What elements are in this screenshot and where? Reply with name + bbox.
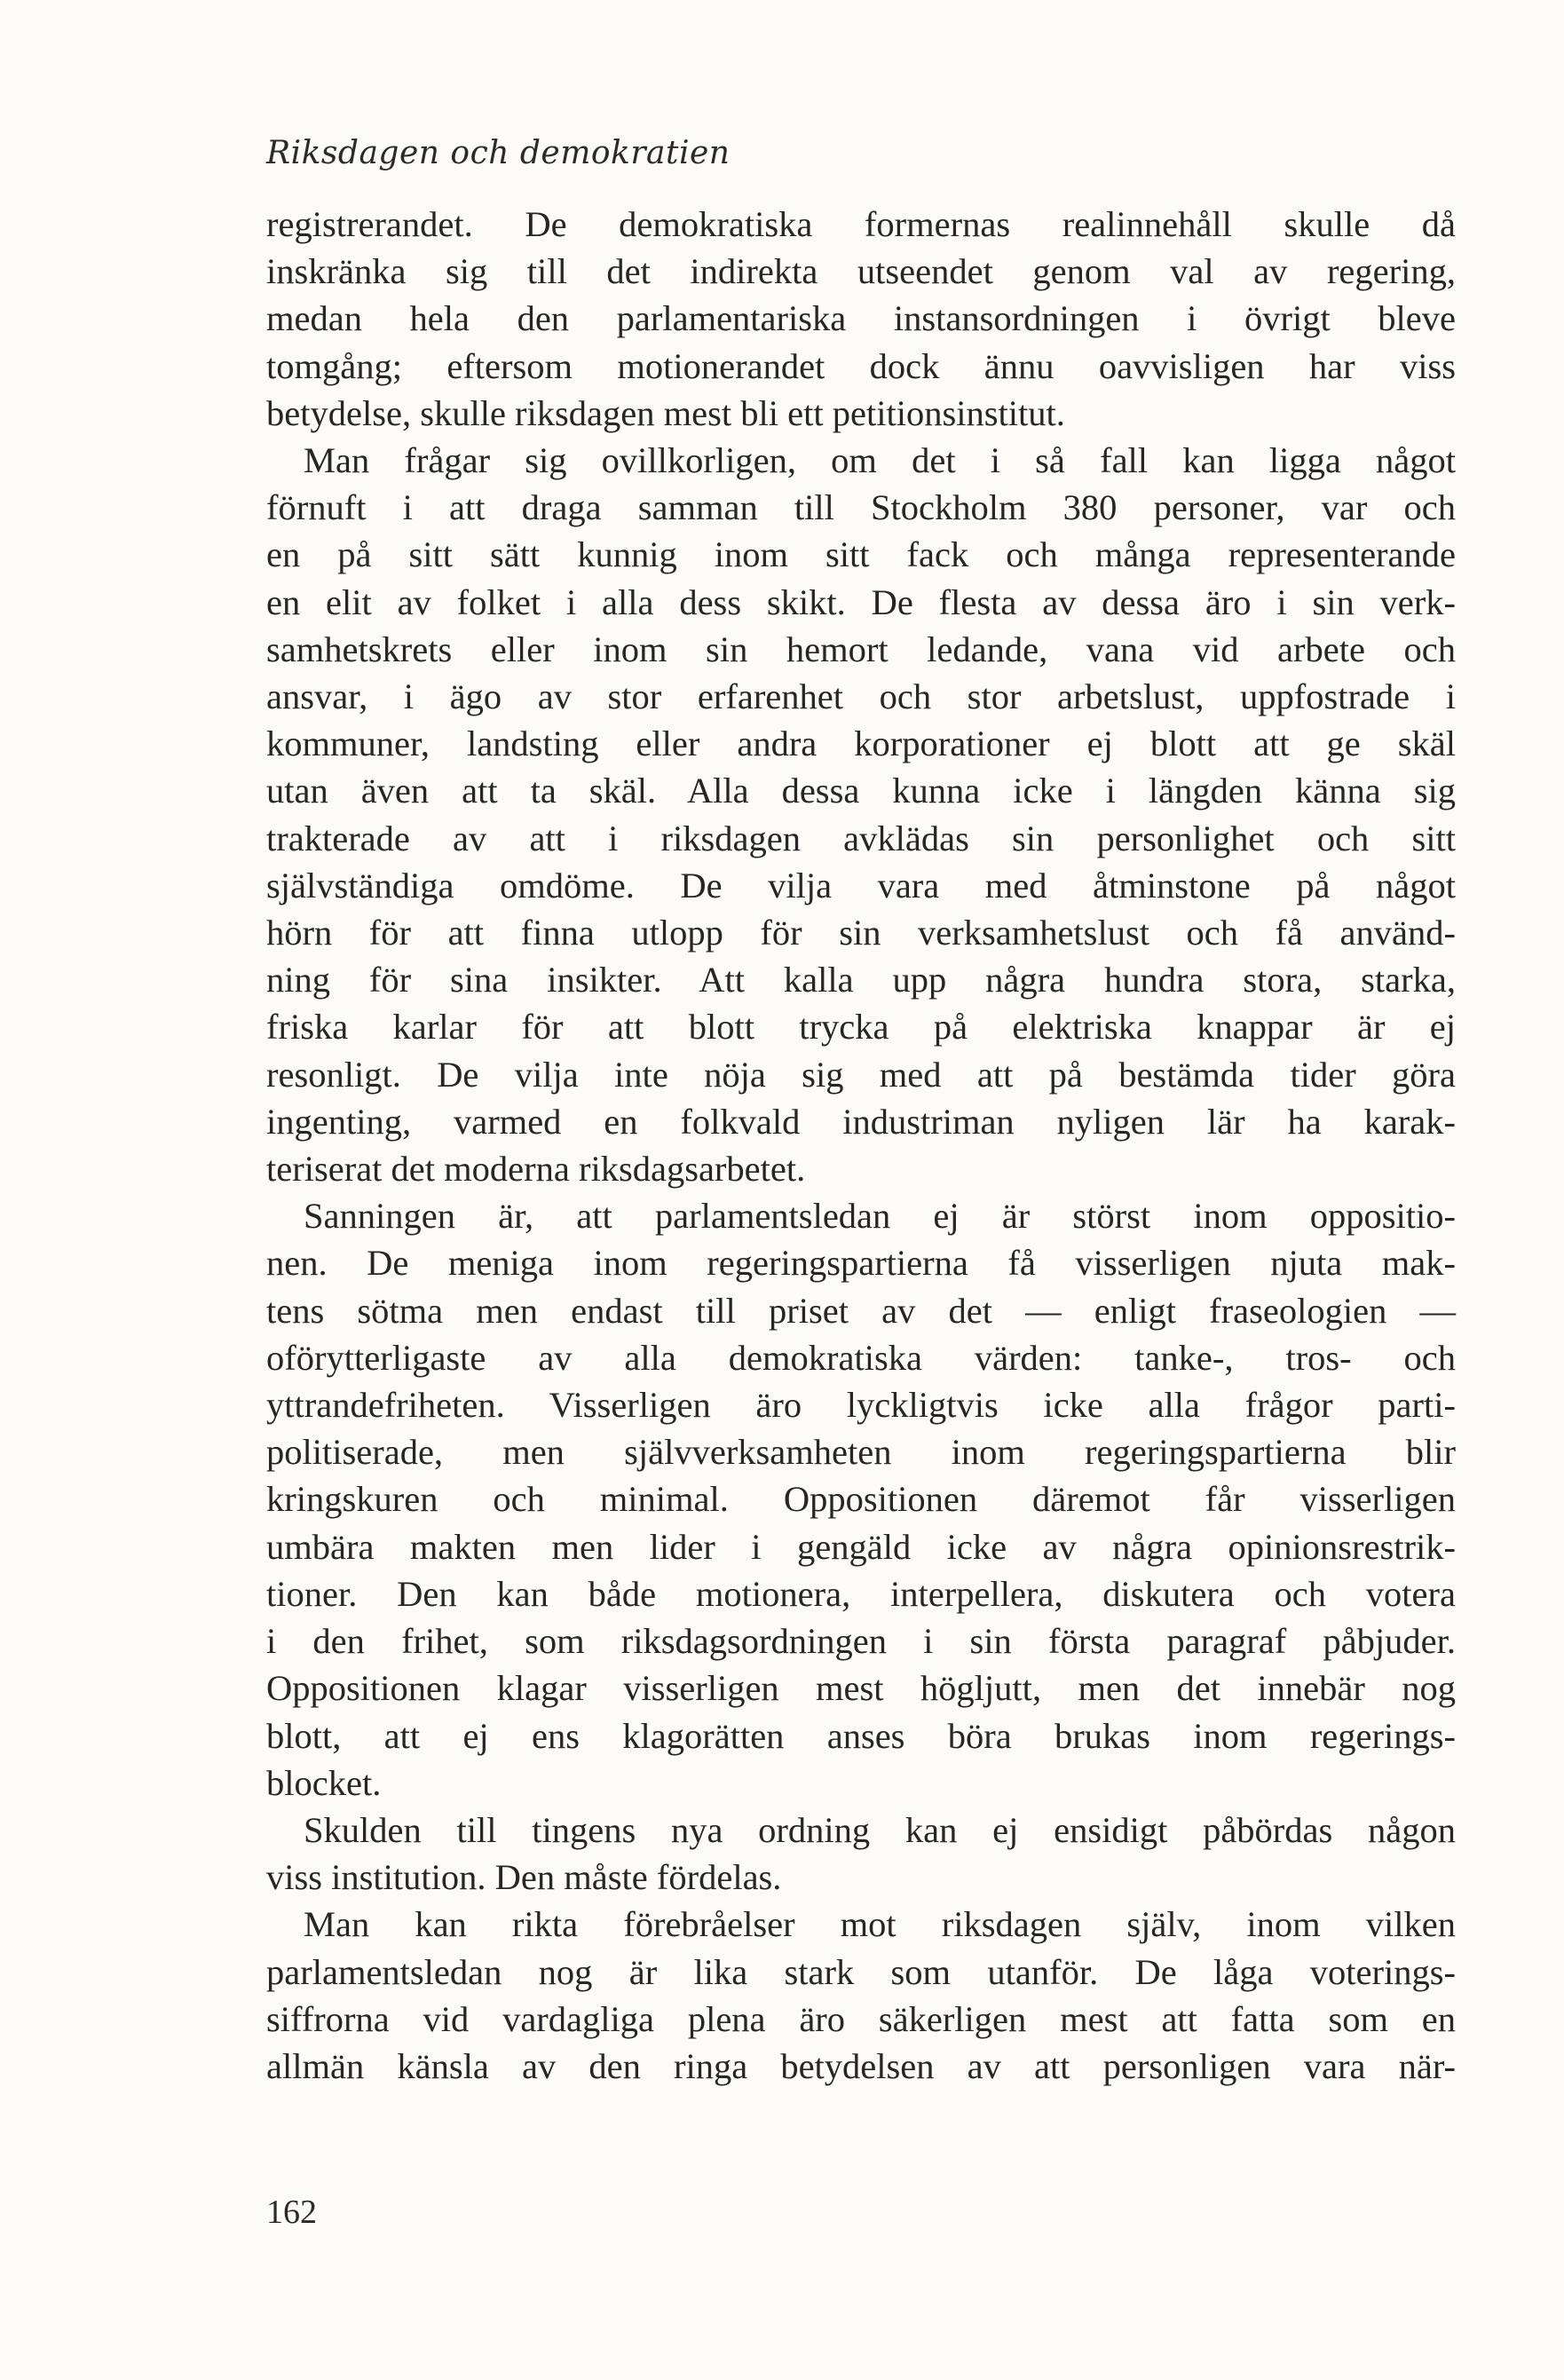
text-line: självständiga omdöme. De vilja vara med åtminstone på något	[266, 865, 1456, 905]
text-line: ansvar, i ägo av stor erfarenhet och stor arbetslust, uppfostrade i	[266, 676, 1456, 717]
text-line: siffrorna vid vardagliga plena äro säkerligen mest att fatta som en	[266, 1998, 1456, 2039]
text-line: trakterade av att i riksdagen avklädas sin personlighet och sitt	[266, 818, 1456, 858]
text-line: allmän känsla av den ringa betydelsen av att personligen vara när-	[266, 2045, 1456, 2086]
text-line: teriserat det moderna riksdagsarbetet.	[266, 1149, 806, 1190]
text-line: betydelse, skulle riksdagen mest bli ett petitionsinstitut.	[266, 392, 1065, 433]
text-line: Sanningen är, att parlamentsledan ej är störst inom oppositio-	[304, 1196, 1456, 1237]
text-line: tens sötma men endast till priset av det — enligt fraseologien —	[266, 1290, 1456, 1331]
text-line: politiserade, men självverksamheten inom regeringspartierna blir	[266, 1432, 1456, 1473]
paragraph	[266, 201, 1456, 437]
text-line: nen. De meniga inom regeringspartierna få visserligen njuta mak-	[266, 1243, 1456, 1284]
text-line: samhetskrets eller inom sin hemort ledande, vana vid arbete och	[266, 629, 1456, 669]
text-line: tioner. Den kan både motionera, interpellera, diskutera och votera	[266, 1573, 1456, 1614]
text-line: Man kan rikta förebråelser mot riksdagen själv, inom vilken	[304, 1904, 1456, 1945]
text-line: parlamentsledan nog är lika stark som utanför. De låga voterings-	[266, 1951, 1456, 1992]
running-head: Riksdagen och demokratien	[266, 135, 731, 171]
text-line: yttrandefriheten. Visserligen äro lyckligtvis icke alla frågor parti-	[266, 1385, 1456, 1426]
text-line: umbära makten men lider i gengäld icke av några opinionsrestrik-	[266, 1526, 1456, 1567]
text-line: tomgång; eftersom motionerandet dock ännu oavvisligen har viss	[266, 345, 1456, 386]
text-line: blott, att ej ens klagorätten anses böra brukas inom regerings-	[266, 1715, 1456, 1756]
paragraph	[266, 1901, 1456, 2090]
text-line: hörn för att finna utlopp för sin verksamhetslust och få använd-	[266, 913, 1456, 953]
text-line: viss institution. Den måste fördelas.	[266, 1857, 782, 1898]
text-line: ning för sina insikter. Att kalla upp några hundra stora, starka,	[266, 960, 1456, 1000]
text-line: utan även att ta skäl. Alla dessa kunna icke i längden känna sig	[266, 771, 1456, 811]
text-line: Skulden till tingens nya ordning kan ej ensidigt påbördas någon	[304, 1809, 1456, 1850]
paragraph	[266, 1192, 1456, 1807]
text-line: friska karlar för att blott trycka på elektriska knappar är ej	[266, 1007, 1456, 1048]
text-line: Oppositionen klagar visserligen mest högljutt, men det innebär nog	[266, 1668, 1456, 1709]
text-line: oförytterligaste av alla demokratiska värden: tanke-, tros- och	[266, 1337, 1456, 1378]
text-line: kringskuren och minimal. Oppositionen däremot får visserligen	[266, 1479, 1456, 1520]
text-line: blocket.	[266, 1762, 382, 1803]
text-line: inskränka sig till det indirekta utseendet genom val av regering,	[266, 251, 1456, 292]
text-line: i den frihet, som riksdagsordningen i sin första paragraf påbjuder.	[266, 1621, 1456, 1662]
text-line: en elit av folket i alla dess skikt. De flesta av dessa äro i sin verk-	[266, 581, 1456, 622]
text-line: registrerandet. De demokratiska formernas realinnehåll skulle då	[266, 204, 1456, 244]
text-line: förnuft i att draga samman till Stockholm 380 personer, var och	[266, 487, 1456, 528]
text-line: Man frågar sig ovillkorligen, om det i så fall kan ligga något	[304, 440, 1456, 481]
text-line: medan hela den parlamentariska instansordningen i övrigt bleve	[266, 298, 1456, 339]
page-number: 162	[266, 2194, 317, 2231]
text-line: resonligt. De vilja inte nöja sig med att på bestämda tider göra	[266, 1054, 1456, 1095]
body-text	[266, 201, 1456, 2090]
text-line: en på sitt sätt kunnig inom sitt fack och många representerande	[266, 534, 1456, 575]
text-line: kommuner, landsting eller andra korporationer ej blott att ge skäl	[266, 723, 1456, 764]
paragraph	[266, 1807, 1456, 1901]
paragraph	[266, 437, 1456, 1192]
text-line: ingenting, varmed en folkvald industriman nyligen lär ha karak-	[266, 1101, 1456, 1142]
